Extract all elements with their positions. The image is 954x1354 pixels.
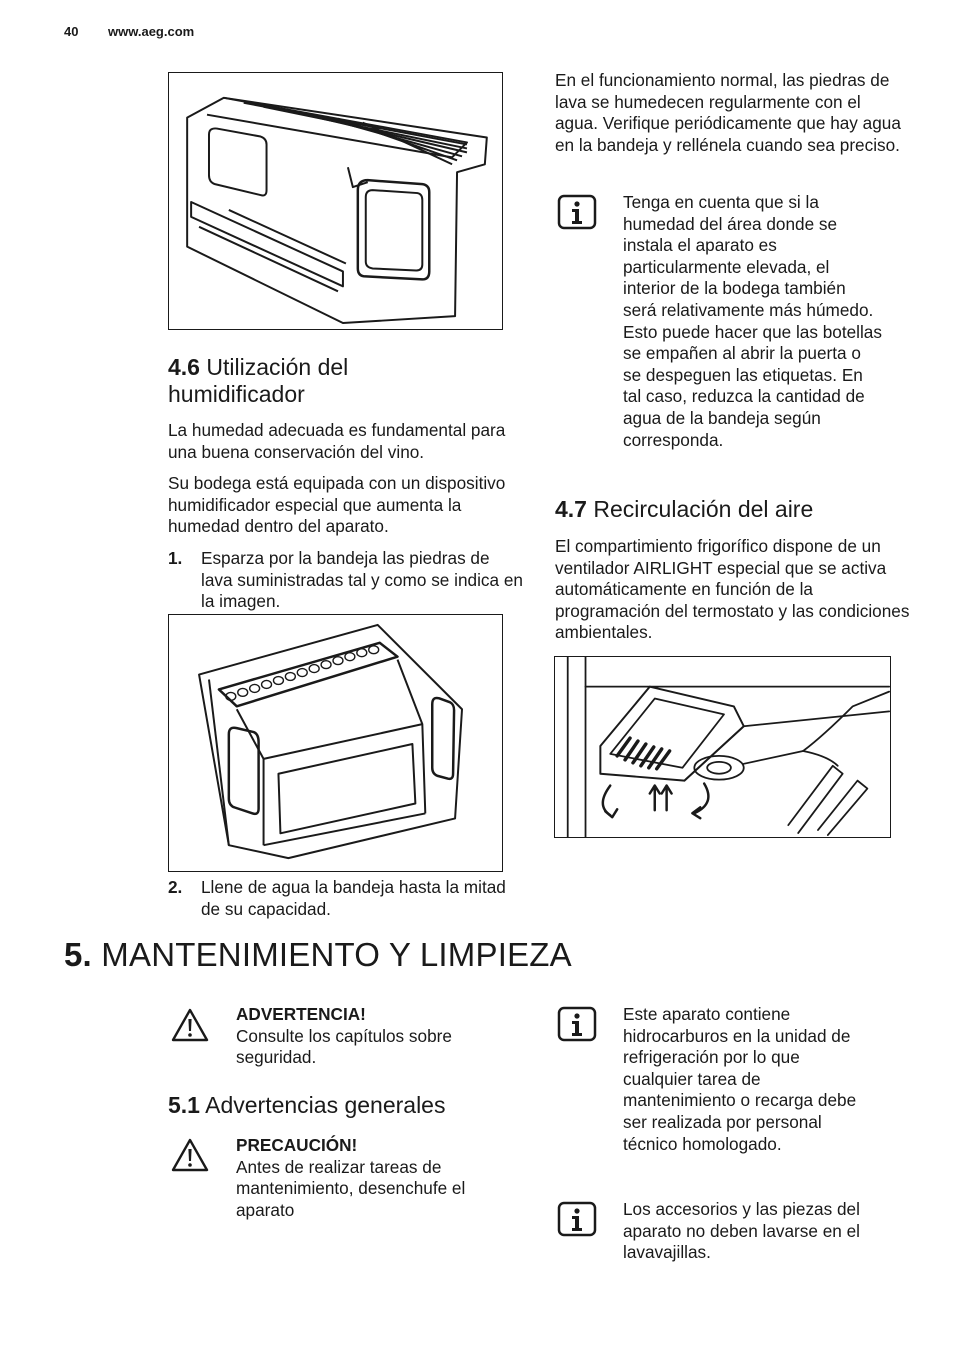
normal-operation-paragraph: En el funcionamiento normal, las piedras de lava se humedecen regularmente con el agua. Verifique periódicamente que hay agua en la bandeja y rellénela cuando sea preciso. — [555, 70, 901, 155]
step-2 — [168, 877, 524, 920]
section-4-6-title-line2: humidificador — [168, 381, 305, 407]
dishwasher-note-text: Los accesorios y las piezas del aparato no deben lavarse en el lavavajillas. — [623, 1199, 860, 1263]
step-1-text: Esparza por la bandeja las piedras de lava suministradas tal y como se indica en la imagen. — [201, 548, 523, 612]
caution-block — [236, 1135, 496, 1221]
chapter-5-heading — [64, 935, 884, 975]
section-4-6-heading — [168, 354, 518, 408]
step-2-number: 2. — [168, 877, 183, 897]
website-url: www.aeg.com — [108, 24, 195, 39]
section-4-6-title-line1: Utilización del — [206, 354, 349, 380]
section-4-7-heading — [555, 496, 915, 523]
caution-text: Antes de realizar tareas de mantenimiento, desenchufe el aparato — [236, 1156, 466, 1220]
info-icon — [557, 1006, 597, 1042]
chapter-5-number: 5. — [64, 936, 92, 973]
page-number: 40 — [64, 24, 79, 39]
section-4-7-title: Recirculación del aire — [593, 496, 814, 522]
caution-title: PRECAUCIÓN! — [236, 1135, 358, 1155]
hydrocarbons-note-text: Este aparato contiene hidrocarburos en la unidad de refrigeración por lo que cualquier tarea de mantenimiento o recarga debe ser realizada por personal técnico homologado. — [623, 1004, 857, 1154]
step-1 — [168, 548, 524, 613]
section-5-1-number: 5.1 — [168, 1092, 200, 1118]
humidity-note-text: Tenga en cuenta que si la humedad del área donde se instala el aparato es particularmente elevada, el interior de la bodega también será relativamente más húmedo. Esto puede hacer que las botellas se empañen al abrir la puerta o se despeguen las etiquetas. En tal caso, reduzca la cantidad de agua de la bandeja según corresponda. — [623, 192, 882, 450]
warning-icon — [170, 1007, 210, 1043]
step-1-number: 1. — [168, 548, 183, 568]
humidity-paragraph-1: La humedad adecuada es fundamental para una buena conservación del vino. — [168, 420, 506, 462]
warning-title: ADVERTENCIA! — [236, 1004, 366, 1024]
section-4-7-number: 4.7 — [555, 496, 587, 522]
figure-tray-with-lava-stones — [168, 614, 503, 872]
info-icon — [557, 194, 597, 230]
section-5-1-title: Advertencias generales — [205, 1092, 446, 1118]
caution-icon — [170, 1137, 210, 1173]
figure-airlight-fan — [554, 656, 891, 838]
warning-block — [236, 1004, 506, 1069]
air-recirculation-paragraph: El compartimiento frigorífico dispone de un ventilador AIRLIGHT especial que se activa automáticamente en función de la programación del termostato y las condiciones ambientales. — [555, 536, 910, 643]
info-icon — [557, 1201, 597, 1237]
step-2-text: Llene de agua la bandeja hasta la mitad de su capacidad. — [201, 877, 506, 919]
humidity-paragraph-2: Su bodega está equipada con un dispositivo humidificador especial que aumenta la humedad dentro del aparato. — [168, 473, 506, 537]
figure-empty-tray — [168, 72, 503, 330]
chapter-5-title: MANTENIMIENTO Y LIMPIEZA — [101, 936, 572, 973]
warning-text: Consulte los capítulos sobre seguridad. — [236, 1025, 452, 1068]
section-5-1-heading — [168, 1092, 528, 1119]
section-4-6-number: 4.6 — [168, 354, 200, 380]
